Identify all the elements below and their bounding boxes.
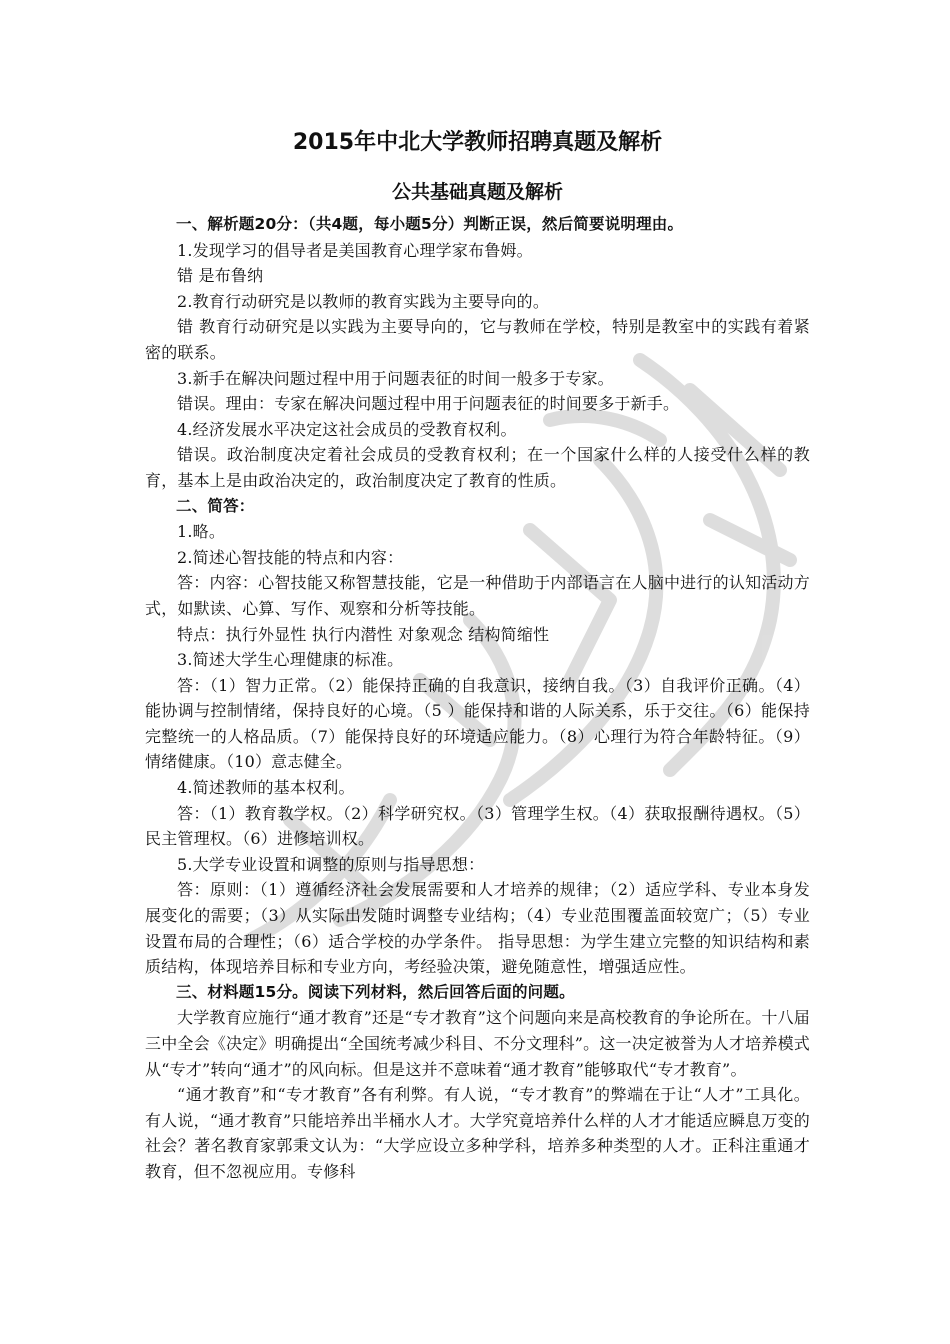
paragraph-list: [145, 212, 810, 1185]
document-body: [145, 120, 810, 1185]
paragraph: “通才教育”和“专才教育”各有利弊。有人说，“专才教育”的弊端在于让“人才”工具化。有人说，“通才教育”只能培养出半桶水人才。大学究竟培养什么样的人才才能适应瞬息万变的社会？著名教育家郭秉文认为：“大学应设立多种学科，培养多种类型的人才。正科注重通才教育，但不忽视应用。专修科: [145, 1085, 810, 1181]
paragraph: 错误。政治制度决定着社会成员的受教育权利；在一个国家什么样的人接受什么样的教育，基本上是由政治决定的，政治制度决定了教育的性质。: [145, 445, 810, 490]
paragraph: 错 教育行动研究是以实践为主要导向的，它与教师在学校，特别是教室中的实践有着紧密的联系。: [145, 317, 810, 362]
section-heading: 二、简答：: [176, 496, 255, 515]
paragraph: 大学教育应施行“通才教育”还是“专才教育”这个问题向来是高校教育的争论所在。十八届三中全会《决定》明确提出“全国统考减少科目、不分文理科”。这一决定被誉为人才培养模式从“专才”转向“通才”的风向标。但是这并不意味着“通才教育”能够取代“专才教育”。: [145, 1008, 810, 1079]
paragraph: 答：内容：心智技能又称智慧技能，它是一种借助于内部语言在人脑中进行的认知活动方式，如默读、心算、写作、观察和分析等技能。: [145, 573, 810, 618]
paragraph: 1.发现学习的倡导者是美国教育心理学家布鲁姆。: [177, 240, 533, 260]
paragraph: 答：（1）教育教学权。（2）科学研究权。（3）管理学生权。（4）获取报酬待遇权。（5）民主管理权。（6）进修培训权。: [145, 803, 810, 849]
paragraph: 5.大学专业设置和调整的原则与指导思想：: [177, 854, 485, 874]
paragraph: 错 是布鲁纳: [177, 266, 264, 286]
section-heading: 一、解析题20分：（共4题，每小题5分）判断正误，然后简要说明理由。: [176, 215, 684, 233]
paragraph: 4.简述教师的基本权利。: [177, 778, 355, 798]
page-subtitle: 公共基础真题及解析: [391, 181, 563, 203]
paragraph: 3.新手在解决问题过程中用于问题表征的时间一般多于专家。: [177, 368, 614, 388]
paragraph: 2.简述心智技能的特点和内容：: [177, 547, 404, 567]
paragraph: 特点：执行外显性 执行内潜性 对象观念 结构简缩性: [177, 624, 550, 644]
paragraph: 2.教育行动研究是以教师的教育实践为主要导向的。: [177, 291, 550, 311]
paragraph: 3.简述大学生心理健康的标准。: [177, 650, 404, 670]
page-title: 2015年中北大学教师招聘真题及解析: [292, 130, 663, 155]
paragraph: 错误。理由：专家在解决问题过程中用于问题表征的时间要多于新手。: [177, 394, 680, 414]
section-heading: 三、材料题15分。阅读下列材料，然后回答后面的问题。: [176, 982, 575, 1001]
paragraph: 1.略。: [177, 522, 226, 542]
paragraph: 4.经济发展水平决定这社会成员的受教育权利。: [177, 419, 517, 439]
paragraph: 答：原则：（1）遵循经济社会发展需要和人才培养的规律；（2）适应学科、专业本身发展变化的需要；（3）从实际出发随时调整专业结构；（4）专业范围覆盖面较宽广；（5）专业设置布局的合理性；（6）适合学校的办学条件。 指导思想：为学生建立完整的知识结构和素质结构，体现培养目标和专业方向，考经验决策，避免随意性，增强适应性。: [145, 880, 810, 977]
paragraph: 答：（1）智力正常。（2）能保持正确的自我意识，接纳自我。（3）自我评价正确。（4）能协调与控制情绪，保持良好的心境。（5 ）能保持和谐的人际关系，乐于交往。（6）能保持完整统一的人格品质。（7）能保持良好的环境适应能力。（8）心理行为符合年龄特征。（9）情绪健康。（10）意志健全。: [145, 675, 810, 772]
